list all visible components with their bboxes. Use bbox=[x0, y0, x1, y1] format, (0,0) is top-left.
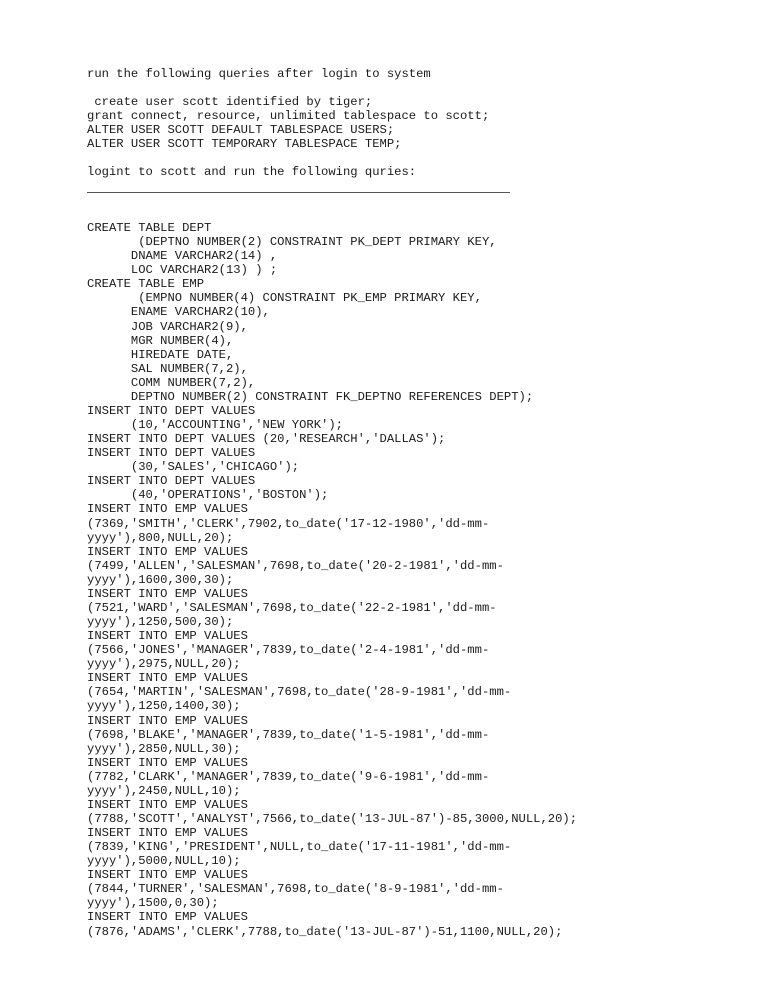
code-line: CREATE TABLE DEPT bbox=[87, 221, 212, 235]
code-line: SAL NUMBER(7,2), bbox=[87, 361, 248, 376]
intro-line: grant connect, resource, unlimited tablespace to scott; bbox=[87, 109, 490, 123]
code-line: INSERT INTO EMP VALUES bbox=[87, 797, 248, 812]
code-line: LOC VARCHAR2(13) ) ; bbox=[87, 263, 278, 278]
code-line: DEPTNO NUMBER(2) CONSTRAINT FK_DEPTNO REFERENCES DEPT); bbox=[87, 389, 534, 404]
code-line: (7499,'ALLEN','SALESMAN',7698,to_date('20-2-1981','dd-mm- bbox=[87, 558, 504, 573]
code-line: INSERT INTO EMP VALUES bbox=[87, 586, 248, 601]
code-line: HIREDATE DATE, bbox=[87, 347, 234, 362]
code-line: ENAME VARCHAR2(10), bbox=[87, 305, 270, 320]
code-line: INSERT INTO EMP VALUES bbox=[87, 826, 248, 840]
code-line: INSERT INTO DEPT VALUES bbox=[87, 403, 256, 418]
code-line: (7876,'ADAMS','CLERK',7788,to_date('13-JUL-87')-51,1100,NULL,20); bbox=[87, 924, 563, 939]
code-line: INSERT INTO EMP VALUES bbox=[87, 713, 248, 728]
code-line: DNAME VARCHAR2(14) , bbox=[87, 249, 278, 264]
code-line: INSERT INTO EMP VALUES bbox=[87, 544, 248, 559]
code-line: INSERT INTO EMP VALUES bbox=[87, 910, 248, 925]
code-line: INSERT INTO EMP VALUES bbox=[87, 629, 248, 643]
horizontal-rule bbox=[87, 192, 510, 193]
code-line: MGR NUMBER(4), bbox=[87, 333, 234, 348]
code-line: yyyy'),1250,500,30); bbox=[87, 615, 234, 629]
intro-line: run the following queries after login to system bbox=[87, 67, 431, 81]
code-line: yyyy'),1600,300,30); bbox=[87, 572, 234, 587]
code-line: (7782,'CLARK','MANAGER',7839,to_date('9-6-1981','dd-mm- bbox=[87, 769, 490, 784]
code-line: INSERT INTO EMP VALUES bbox=[87, 671, 248, 686]
code-line: (7654,'MARTIN','SALESMAN',7698,to_date('28-9-1981','dd-mm- bbox=[87, 685, 512, 700]
code-line: (10,'ACCOUNTING','NEW YORK'); bbox=[87, 418, 343, 432]
code-line: yyyy'),2450,NULL,10); bbox=[87, 783, 241, 798]
code-line: yyyy'),5000,NULL,10); bbox=[87, 854, 241, 869]
code-line: (30,'SALES','CHICAGO'); bbox=[87, 460, 300, 475]
code-line: COMM NUMBER(7,2), bbox=[87, 375, 256, 390]
code-line: (7698,'BLAKE','MANAGER',7839,to_date('1-5-1981','dd-mm- bbox=[87, 727, 490, 742]
code-line: (7566,'JONES','MANAGER',7839,to_date('2-4-1981','dd-mm- bbox=[87, 643, 490, 658]
code-line: INSERT INTO DEPT VALUES bbox=[87, 474, 256, 489]
code-line: (7788,'SCOTT','ANALYST',7566,to_date('13-JUL-87')-85,3000,NULL,20); bbox=[87, 811, 578, 826]
intro-line: logint to scott and run the following quries: bbox=[87, 165, 417, 179]
code-line: yyyy'),1500,0,30); bbox=[87, 896, 219, 911]
intro-line: create user scott identified by tiger; bbox=[87, 95, 373, 109]
code-line: INSERT INTO DEPT VALUES bbox=[87, 446, 256, 461]
intro-line: ALTER USER SCOTT TEMPORARY TABLESPACE TEMP; bbox=[87, 137, 402, 151]
code-line: INSERT INTO EMP VALUES bbox=[87, 755, 248, 770]
code-line: (7844,'TURNER','SALESMAN',7698,to_date('8-9-1981','dd-mm- bbox=[87, 882, 504, 897]
code-line: INSERT INTO EMP VALUES bbox=[87, 868, 248, 883]
code-line: yyyy'),2975,NULL,20); bbox=[87, 657, 241, 672]
code-line: (DEPTNO NUMBER(2) CONSTRAINT PK_DEPT PRIMARY KEY, bbox=[87, 235, 497, 250]
code-line: (7521,'WARD','SALESMAN',7698,to_date('22-2-1981','dd-mm- bbox=[87, 600, 497, 615]
code-line: (7839,'KING','PRESIDENT',NULL,to_date('17-11-1981','dd-mm- bbox=[87, 840, 512, 855]
code-line: (7369,'SMITH','CLERK',7902,to_date('17-12-1980','dd-mm- bbox=[87, 516, 490, 531]
code-line: yyyy'),800,NULL,20); bbox=[87, 530, 234, 545]
code-line: yyyy'),1250,1400,30); bbox=[87, 699, 241, 714]
code-line: yyyy'),2850,NULL,30); bbox=[87, 741, 241, 756]
intro-line: ALTER USER SCOTT DEFAULT TABLESPACE USERS; bbox=[87, 123, 395, 137]
code-line: INSERT INTO EMP VALUES bbox=[87, 502, 248, 517]
code-line: JOB VARCHAR2(9), bbox=[87, 319, 248, 334]
code-line: (EMPNO NUMBER(4) CONSTRAINT PK_EMP PRIMARY KEY, bbox=[87, 291, 482, 306]
code-line: (40,'OPERATIONS','BOSTON'); bbox=[87, 488, 329, 503]
code-line: CREATE TABLE EMP bbox=[87, 277, 205, 292]
code-line: INSERT INTO DEPT VALUES (20,'RESEARCH','DALLAS'); bbox=[87, 432, 446, 447]
